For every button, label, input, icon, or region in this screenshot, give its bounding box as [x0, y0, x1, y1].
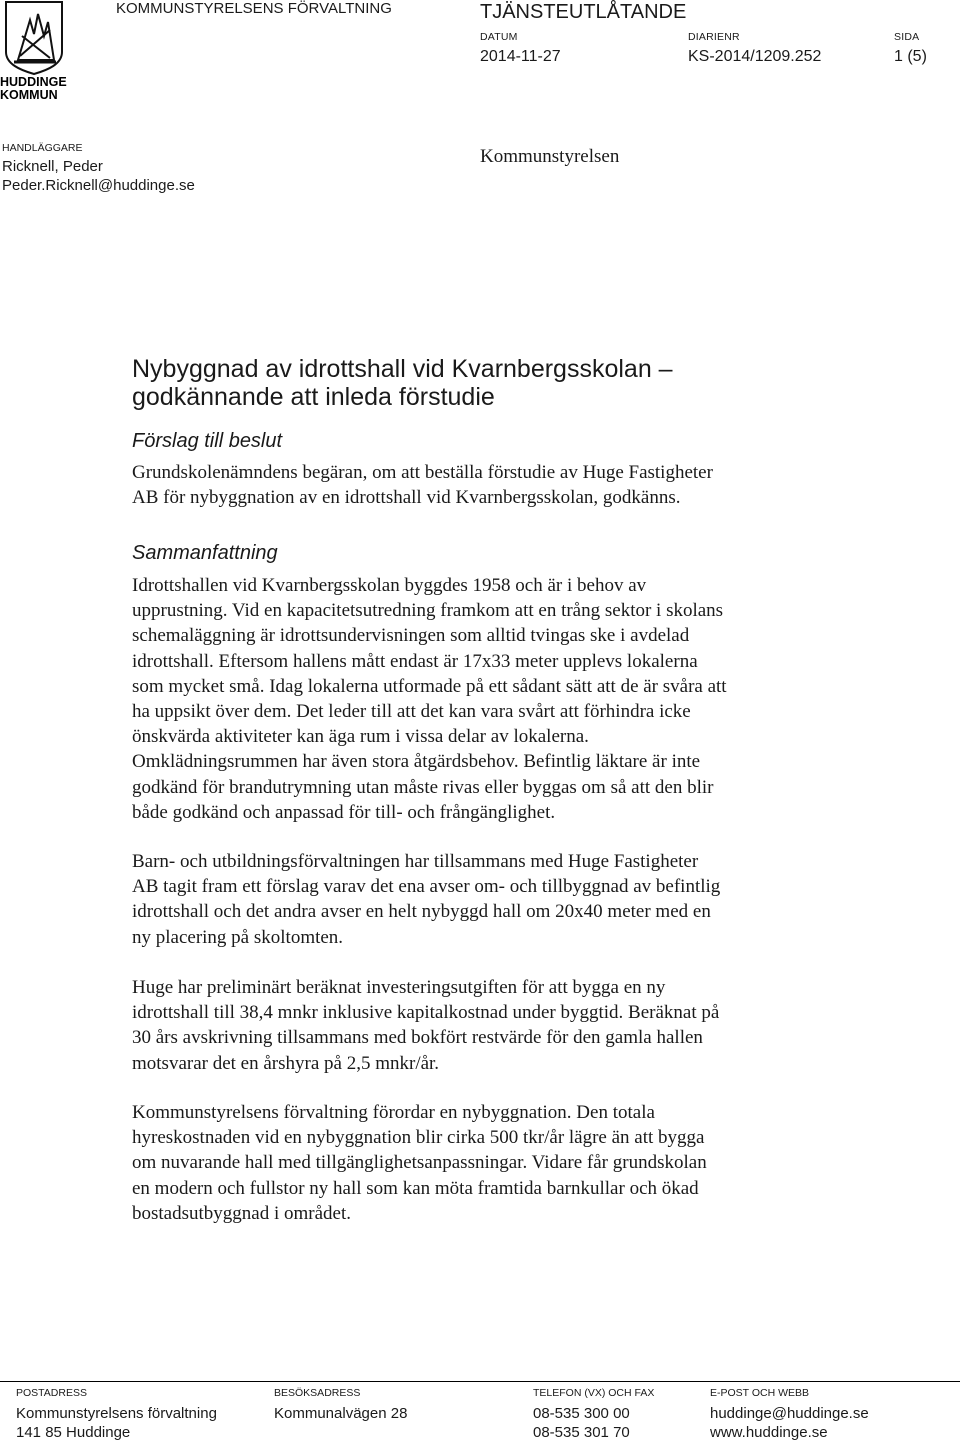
text-line: motsvarar det en årshyra på 2,5 mnkr/år.: [132, 1052, 440, 1074]
summary-heading: Sammanfattning: [132, 542, 278, 564]
handlaggare-label: HANDLÄGGARE: [2, 142, 83, 154]
footer-besok-line-1: Kommunalvägen 28: [274, 1405, 408, 1422]
text-line: hyreskostnaden vid en nybyggnation blir cirka 500 tkr/år lägre än att bygga: [132, 1127, 705, 1149]
text-line: idrottshall och det andra avser en helt nybyggd hall om 20x40 meter med en: [132, 901, 711, 923]
text-line: Huge har preliminärt beräknat investeringsutgiften för att bygga en ny: [132, 977, 666, 998]
page-number: 1 (5): [894, 48, 927, 65]
diarienr-value: KS-2014/1209.252: [688, 48, 822, 65]
title-line: Nybyggnad av idrottshall vid Kvarnbergsskolan –: [132, 355, 673, 383]
diarienr-label: DIARIENR: [688, 31, 740, 43]
text-line: schemaläggning är idrottsundervisningen som alltid tvingas ske i avdelad: [132, 625, 690, 647]
text-line: idrottshall till 38,4 mnkr inklusive kapitalkostnad under byggtid. Beräknat på: [132, 1002, 720, 1024]
footer-telefon-line-2: 08-535 301 70: [533, 1424, 630, 1441]
handlaggare-email[interactable]: Peder.Ricknell@huddinge.se: [2, 177, 195, 194]
summary-paragraph-2: [132, 849, 832, 950]
text-line: ha uppsikt över dem. Det leder till att det kan vara svårt att förhindra icke: [132, 701, 691, 723]
huddinge-kommun-logo: [0, 0, 72, 104]
text-line: om nuvarande hall med tillgänglighetsanpassningar. Vidare får grundskolan: [132, 1152, 707, 1174]
text-line: AB tagit fram ett förslag varav det ena avser om- och tillbyggnad av befintlig: [132, 876, 721, 898]
proposal-text: [132, 460, 832, 510]
page-label: SIDA: [894, 31, 920, 43]
date-label: DATUM: [480, 31, 518, 43]
footer-web-link[interactable]: www.huddinge.se: [710, 1424, 828, 1441]
document-title: [132, 355, 852, 411]
text-line: en modern och fullstor ny hall som kan möta framtida barnkullar och ökad: [132, 1177, 699, 1199]
footer-besok-label: BESÖKSADRESS: [274, 1387, 361, 1399]
recipient: Kommunstyrelsen: [480, 146, 620, 167]
title-line: godkännande att inleda förstudie: [132, 383, 495, 411]
handlaggare-name: Ricknell, Peder: [2, 158, 103, 175]
text-line: upprustning. Vid en kapacitetsutredning framkom att en trång sektor i skolans: [132, 600, 724, 622]
footer-postadress-label: POSTADRESS: [16, 1387, 87, 1399]
org-name: KOMMUNSTYRELSENS FÖRVALTNING: [116, 0, 392, 17]
text-line: Kommunstyrelsens förvaltning förordar en nybyggnation. Den totala: [132, 1102, 655, 1123]
proposal-heading: Förslag till beslut: [132, 430, 283, 452]
logo-text-line-2: KOMMUN: [0, 88, 58, 102]
footer-telefon-label: TELEFON (VX) OCH FAX: [533, 1387, 655, 1399]
summary-paragraph-3: [132, 975, 832, 1076]
footer-postadress-line-2: 141 85 Huddinge: [16, 1424, 131, 1441]
text-line: bostadsutbyggnad i området.: [132, 1202, 351, 1224]
footer-postadress-line-1: Kommunstyrelsens förvaltning: [16, 1405, 217, 1422]
logo-text-line-1: HUDDINGE: [0, 75, 67, 89]
text-line: Barn- och utbildningsförvaltningen har tillsammans med Huge Fastigheter: [132, 851, 699, 872]
text-line: Omklädningsrummen har även stora åtgärdsbehov. Befintlig läktare är inte: [132, 751, 701, 773]
text-line: Idrottshallen vid Kvarnbergsskolan byggdes 1958 och är i behov av: [132, 575, 647, 596]
footer-epost-label: E-POST OCH WEBB: [710, 1387, 809, 1399]
text-line: 30 års avskrivning tillsammans med bokfört restvärde för den gamla hallen: [132, 1027, 703, 1049]
text-line: både godkänd och anpassad för till- och frångänglighet.: [132, 801, 556, 823]
text-line: Grundskolenämndens begäran, om att beställa förstudie av Huge Fastigheter: [132, 462, 713, 483]
footer-epost-line-1[interactable]: huddinge@huddinge.se: [710, 1405, 869, 1422]
text-line: ny placering på skoltomten.: [132, 926, 344, 948]
text-line: önskvärda aktiviteter kan äga rum i vissa delar av lokalerna.: [132, 726, 589, 748]
summary-paragraph-1: [132, 573, 832, 825]
text-line: som mycket små. Idag lokalerna utformade på ett sådant sätt att de är svåra att: [132, 675, 727, 697]
text-line: idrottshall. Eftersom hallens mått endast är 17x33 meter upplevs lokalerna: [132, 650, 698, 672]
footer-telefon-line-1: 08-535 300 00: [533, 1405, 630, 1422]
document-type: TJÄNSTEUTLÅTANDE: [480, 1, 687, 23]
footer-divider: [0, 1381, 960, 1382]
summary-paragraph-4: [132, 1100, 832, 1226]
date-value: 2014-11-27: [480, 48, 561, 65]
text-line: AB för nybyggnation av en idrottshall vid Kvarnbergsskolan, godkänns.: [132, 487, 681, 509]
text-line: godkänd för brandutrymning utan måste rivas eller byggas om så att den blir: [132, 776, 714, 798]
